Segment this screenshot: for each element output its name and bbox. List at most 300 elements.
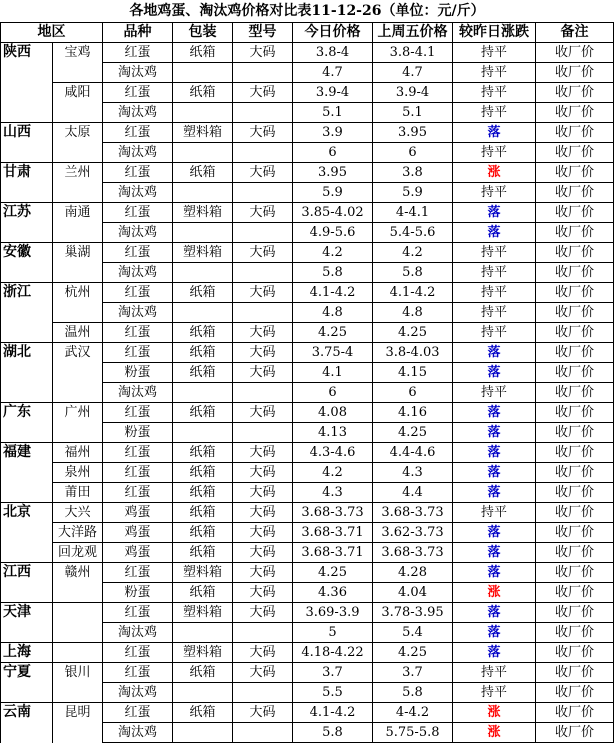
header-note: 备注 <box>536 23 614 43</box>
province-cell <box>1 383 53 403</box>
today-price-cell: 4.36 <box>293 583 373 603</box>
packaging-cell <box>173 183 233 203</box>
variety-cell: 淘汰鸡 <box>103 183 173 203</box>
size-cell: 大码 <box>233 83 293 103</box>
last-friday-price-cell: 3.68-3.73 <box>373 503 453 523</box>
province-cell <box>1 583 53 603</box>
note-cell: 收厂价 <box>536 403 614 423</box>
today-price-cell: 4.8 <box>293 303 373 323</box>
province-cell <box>1 423 53 443</box>
today-price-cell: 4.7 <box>293 63 373 83</box>
note-cell: 收厂价 <box>536 463 614 483</box>
today-price-cell: 3.85-4.02 <box>293 203 373 223</box>
last-friday-price-cell: 5.4 <box>373 623 453 643</box>
city-cell: 咸阳 <box>53 83 103 103</box>
packaging-cell: 纸箱 <box>173 663 233 683</box>
size-cell: 大码 <box>233 163 293 183</box>
today-price-cell: 4.08 <box>293 403 373 423</box>
packaging-cell: 纸箱 <box>173 83 233 103</box>
size-cell: 大码 <box>233 443 293 463</box>
last-friday-price-cell: 4.7 <box>373 63 453 83</box>
change-cell: 落 <box>453 603 536 623</box>
packaging-cell <box>173 263 233 283</box>
last-friday-price-cell: 3.78-3.95 <box>373 603 453 623</box>
table-row <box>1 643 614 663</box>
size-cell: 大码 <box>233 583 293 603</box>
packaging-cell: 塑料箱 <box>173 603 233 623</box>
table-row <box>1 123 614 143</box>
province-cell: 浙江 <box>1 283 53 303</box>
header-size: 型号 <box>233 23 293 43</box>
variety-cell: 红蛋 <box>103 283 173 303</box>
last-friday-price-cell: 4.1-4.2 <box>373 283 453 303</box>
change-cell: 落 <box>453 363 536 383</box>
province-cell <box>1 323 53 343</box>
province-cell: 天津 <box>1 603 53 623</box>
table-row <box>1 583 614 603</box>
packaging-cell: 纸箱 <box>173 703 233 723</box>
size-cell <box>233 183 293 203</box>
city-cell <box>53 143 103 163</box>
table-row <box>1 83 614 103</box>
change-cell: 涨 <box>453 723 536 743</box>
table-row <box>1 203 614 223</box>
note-cell: 收厂价 <box>536 123 614 143</box>
change-cell: 持平 <box>453 63 536 83</box>
city-cell <box>53 383 103 403</box>
note-cell: 收厂价 <box>536 183 614 203</box>
note-cell: 收厂价 <box>536 523 614 543</box>
province-cell <box>1 463 53 483</box>
note-cell: 收厂价 <box>536 363 614 383</box>
size-cell: 大码 <box>233 663 293 683</box>
city-cell <box>53 423 103 443</box>
city-cell: 武汉 <box>53 343 103 363</box>
note-cell: 收厂价 <box>536 343 614 363</box>
last-friday-price-cell: 4.04 <box>373 583 453 603</box>
today-price-cell: 3.75-4 <box>293 343 373 363</box>
variety-cell: 红蛋 <box>103 643 173 663</box>
size-cell: 大码 <box>233 543 293 563</box>
packaging-cell: 塑料箱 <box>173 203 233 223</box>
packaging-cell: 纸箱 <box>173 523 233 543</box>
table-row <box>1 423 614 443</box>
province-cell <box>1 363 53 383</box>
today-price-cell: 4.2 <box>293 243 373 263</box>
change-cell: 落 <box>453 423 536 443</box>
last-friday-price-cell: 4.16 <box>373 403 453 423</box>
table-row <box>1 143 614 163</box>
packaging-cell: 纸箱 <box>173 403 233 423</box>
province-cell <box>1 303 53 323</box>
city-cell <box>53 223 103 243</box>
variety-cell: 红蛋 <box>103 403 173 423</box>
table-row <box>1 63 614 83</box>
change-cell: 持平 <box>453 683 536 703</box>
variety-cell: 淘汰鸡 <box>103 303 173 323</box>
variety-cell: 红蛋 <box>103 343 173 363</box>
packaging-cell <box>173 383 233 403</box>
province-cell <box>1 103 53 123</box>
packaging-cell: 塑料箱 <box>173 643 233 663</box>
table-row <box>1 323 614 343</box>
variety-cell: 淘汰鸡 <box>103 143 173 163</box>
packaging-cell: 纸箱 <box>173 483 233 503</box>
variety-cell: 淘汰鸡 <box>103 623 173 643</box>
packaging-cell <box>173 143 233 163</box>
table-row <box>1 603 614 623</box>
table-row <box>1 163 614 183</box>
size-cell <box>233 683 293 703</box>
variety-cell: 鸡蛋 <box>103 503 173 523</box>
size-cell: 大码 <box>233 123 293 143</box>
note-cell: 收厂价 <box>536 83 614 103</box>
change-cell: 落 <box>453 443 536 463</box>
today-price-cell: 4.9-5.6 <box>293 223 373 243</box>
province-cell: 安徽 <box>1 243 53 263</box>
size-cell: 大码 <box>233 343 293 363</box>
today-price-cell: 5.1 <box>293 103 373 123</box>
note-cell: 收厂价 <box>536 543 614 563</box>
variety-cell: 红蛋 <box>103 123 173 143</box>
change-cell: 持平 <box>453 263 536 283</box>
table-row <box>1 343 614 363</box>
note-cell: 收厂价 <box>536 383 614 403</box>
today-price-cell: 3.95 <box>293 163 373 183</box>
table-row <box>1 263 614 283</box>
size-cell: 大码 <box>233 323 293 343</box>
table-row <box>1 303 614 323</box>
packaging-cell: 纸箱 <box>173 43 233 63</box>
size-cell: 大码 <box>233 503 293 523</box>
note-cell: 收厂价 <box>536 683 614 703</box>
note-cell: 收厂价 <box>536 103 614 123</box>
variety-cell: 淘汰鸡 <box>103 723 173 743</box>
today-price-cell: 4.25 <box>293 563 373 583</box>
table-row <box>1 283 614 303</box>
size-cell <box>233 223 293 243</box>
change-cell: 落 <box>453 623 536 643</box>
change-cell: 落 <box>453 343 536 363</box>
variety-cell: 红蛋 <box>103 603 173 623</box>
size-cell: 大码 <box>233 523 293 543</box>
packaging-cell <box>173 223 233 243</box>
size-cell <box>233 303 293 323</box>
province-cell: 云南 <box>1 703 53 723</box>
change-cell: 涨 <box>453 163 536 183</box>
city-cell: 兰州 <box>53 163 103 183</box>
province-cell: 福建 <box>1 443 53 463</box>
change-cell: 持平 <box>453 243 536 263</box>
note-cell: 收厂价 <box>536 723 614 743</box>
today-price-cell: 4.1-4.2 <box>293 283 373 303</box>
size-cell <box>233 383 293 403</box>
city-cell <box>53 183 103 203</box>
change-cell: 落 <box>453 483 536 503</box>
province-cell: 江苏 <box>1 203 53 223</box>
header-row <box>1 23 614 43</box>
last-friday-price-cell: 4.3 <box>373 463 453 483</box>
last-friday-price-cell: 3.95 <box>373 123 453 143</box>
size-cell: 大码 <box>233 203 293 223</box>
province-cell: 湖北 <box>1 343 53 363</box>
today-price-cell: 4.1-4.2 <box>293 703 373 723</box>
province-cell <box>1 723 53 743</box>
today-price-cell: 3.68-3.71 <box>293 543 373 563</box>
table-row <box>1 663 614 683</box>
table-body <box>1 43 614 743</box>
province-cell: 甘肃 <box>1 163 53 183</box>
change-cell: 持平 <box>453 43 536 63</box>
variety-cell: 粉蛋 <box>103 423 173 443</box>
last-friday-price-cell: 5.75-5.8 <box>373 723 453 743</box>
variety-cell: 红蛋 <box>103 463 173 483</box>
last-friday-price-cell: 3.68-3.73 <box>373 543 453 563</box>
packaging-cell: 纸箱 <box>173 343 233 363</box>
change-cell: 持平 <box>453 103 536 123</box>
last-friday-price-cell: 4.15 <box>373 363 453 383</box>
change-cell: 落 <box>453 463 536 483</box>
city-cell: 莆田 <box>53 483 103 503</box>
packaging-cell <box>173 303 233 323</box>
last-friday-price-cell: 6 <box>373 383 453 403</box>
change-cell: 持平 <box>453 183 536 203</box>
today-price-cell: 3.68-3.73 <box>293 503 373 523</box>
note-cell: 收厂价 <box>536 583 614 603</box>
packaging-cell: 纸箱 <box>173 283 233 303</box>
note-cell: 收厂价 <box>536 443 614 463</box>
table-row <box>1 503 614 523</box>
city-cell <box>53 603 103 623</box>
today-price-cell: 5.9 <box>293 183 373 203</box>
city-cell <box>53 683 103 703</box>
today-price-cell: 4.2 <box>293 463 373 483</box>
last-friday-price-cell: 5.1 <box>373 103 453 123</box>
city-cell: 昆明 <box>53 703 103 723</box>
table-row <box>1 563 614 583</box>
city-cell: 杭州 <box>53 283 103 303</box>
packaging-cell: 纸箱 <box>173 583 233 603</box>
variety-cell: 淘汰鸡 <box>103 103 173 123</box>
header-change: 较昨日涨跌 <box>453 23 536 43</box>
table-row <box>1 243 614 263</box>
city-cell: 泉州 <box>53 463 103 483</box>
size-cell <box>233 143 293 163</box>
table-row <box>1 183 614 203</box>
packaging-cell: 塑料箱 <box>173 243 233 263</box>
last-friday-price-cell: 4.4-4.6 <box>373 443 453 463</box>
province-cell <box>1 83 53 103</box>
note-cell: 收厂价 <box>536 643 614 663</box>
province-cell <box>1 63 53 83</box>
last-friday-price-cell: 4.28 <box>373 563 453 583</box>
change-cell: 持平 <box>453 383 536 403</box>
today-price-cell: 3.9 <box>293 123 373 143</box>
last-friday-price-cell: 3.8-4.1 <box>373 43 453 63</box>
note-cell: 收厂价 <box>536 663 614 683</box>
variety-cell: 红蛋 <box>103 703 173 723</box>
variety-cell: 鸡蛋 <box>103 543 173 563</box>
table-row <box>1 383 614 403</box>
note-cell: 收厂价 <box>536 143 614 163</box>
change-cell: 持平 <box>453 503 536 523</box>
change-cell: 持平 <box>453 83 536 103</box>
today-price-cell: 3.8-4 <box>293 43 373 63</box>
size-cell: 大码 <box>233 363 293 383</box>
city-cell <box>53 643 103 663</box>
last-friday-price-cell: 5.8 <box>373 683 453 703</box>
size-cell <box>233 103 293 123</box>
header-today-price: 今日价格 <box>293 23 373 43</box>
packaging-cell <box>173 63 233 83</box>
city-cell: 银川 <box>53 663 103 683</box>
table-row <box>1 463 614 483</box>
city-cell: 巢湖 <box>53 243 103 263</box>
last-friday-price-cell: 4-4.2 <box>373 703 453 723</box>
today-price-cell: 5.8 <box>293 723 373 743</box>
note-cell: 收厂价 <box>536 503 614 523</box>
today-price-cell: 3.68-3.71 <box>293 523 373 543</box>
note-cell: 收厂价 <box>536 263 614 283</box>
city-cell: 宝鸡 <box>53 43 103 63</box>
province-cell <box>1 523 53 543</box>
size-cell: 大码 <box>233 643 293 663</box>
today-price-cell: 4.13 <box>293 423 373 443</box>
city-cell <box>53 103 103 123</box>
variety-cell: 红蛋 <box>103 323 173 343</box>
size-cell <box>233 263 293 283</box>
size-cell <box>233 623 293 643</box>
today-price-cell: 6 <box>293 143 373 163</box>
size-cell: 大码 <box>233 703 293 723</box>
province-cell: 广东 <box>1 403 53 423</box>
change-cell: 持平 <box>453 283 536 303</box>
size-cell: 大码 <box>233 563 293 583</box>
note-cell: 收厂价 <box>536 163 614 183</box>
city-cell: 温州 <box>53 323 103 343</box>
city-cell: 南通 <box>53 203 103 223</box>
change-cell: 落 <box>453 223 536 243</box>
today-price-cell: 6 <box>293 383 373 403</box>
province-cell: 山西 <box>1 123 53 143</box>
table-row <box>1 403 614 423</box>
last-friday-price-cell: 5.9 <box>373 183 453 203</box>
change-cell: 持平 <box>453 323 536 343</box>
packaging-cell: 塑料箱 <box>173 123 233 143</box>
city-cell: 大兴 <box>53 503 103 523</box>
header-variety: 品种 <box>103 23 173 43</box>
size-cell <box>233 63 293 83</box>
note-cell: 收厂价 <box>536 283 614 303</box>
variety-cell: 红蛋 <box>103 43 173 63</box>
last-friday-price-cell: 6 <box>373 143 453 163</box>
province-cell: 上海 <box>1 643 53 663</box>
change-cell: 涨 <box>453 703 536 723</box>
variety-cell: 淘汰鸡 <box>103 263 173 283</box>
size-cell: 大码 <box>233 483 293 503</box>
city-cell <box>53 723 103 743</box>
variety-cell: 红蛋 <box>103 563 173 583</box>
change-cell: 落 <box>453 203 536 223</box>
note-cell: 收厂价 <box>536 483 614 503</box>
size-cell: 大码 <box>233 403 293 423</box>
province-cell: 陕西 <box>1 43 53 63</box>
packaging-cell: 纸箱 <box>173 543 233 563</box>
table-row <box>1 683 614 703</box>
header-packaging: 包装 <box>173 23 233 43</box>
size-cell <box>233 723 293 743</box>
province-cell <box>1 183 53 203</box>
city-cell: 福州 <box>53 443 103 463</box>
note-cell: 收厂价 <box>536 243 614 263</box>
note-cell: 收厂价 <box>536 203 614 223</box>
today-price-cell: 4.1 <box>293 363 373 383</box>
variety-cell: 淘汰鸡 <box>103 383 173 403</box>
note-cell: 收厂价 <box>536 43 614 63</box>
change-cell: 落 <box>453 643 536 663</box>
last-friday-price-cell: 4.2 <box>373 243 453 263</box>
city-cell: 回龙观 <box>53 543 103 563</box>
change-cell: 涨 <box>453 583 536 603</box>
province-cell <box>1 223 53 243</box>
table-row <box>1 543 614 563</box>
city-cell <box>53 63 103 83</box>
table-row <box>1 43 614 63</box>
province-cell: 宁夏 <box>1 663 53 683</box>
packaging-cell: 纸箱 <box>173 443 233 463</box>
size-cell: 大码 <box>233 283 293 303</box>
today-price-cell: 3.7 <box>293 663 373 683</box>
today-price-cell: 4.25 <box>293 323 373 343</box>
note-cell: 收厂价 <box>536 63 614 83</box>
city-cell: 太原 <box>53 123 103 143</box>
city-cell <box>53 263 103 283</box>
last-friday-price-cell: 3.8-4.03 <box>373 343 453 363</box>
change-cell: 落 <box>453 563 536 583</box>
change-cell: 持平 <box>453 663 536 683</box>
packaging-cell <box>173 723 233 743</box>
last-friday-price-cell: 4.4 <box>373 483 453 503</box>
last-friday-price-cell: 4-4.1 <box>373 203 453 223</box>
change-cell: 持平 <box>453 143 536 163</box>
table-row <box>1 723 614 743</box>
change-cell: 落 <box>453 123 536 143</box>
price-table <box>0 22 614 743</box>
change-cell: 落 <box>453 523 536 543</box>
today-price-cell: 3.9-4 <box>293 83 373 103</box>
table-row <box>1 103 614 123</box>
last-friday-price-cell: 4.25 <box>373 643 453 663</box>
table-row <box>1 223 614 243</box>
last-friday-price-cell: 4.25 <box>373 323 453 343</box>
city-cell <box>53 303 103 323</box>
last-friday-price-cell: 3.8 <box>373 163 453 183</box>
table-row <box>1 523 614 543</box>
today-price-cell: 5 <box>293 623 373 643</box>
today-price-cell: 4.3-4.6 <box>293 443 373 463</box>
packaging-cell <box>173 623 233 643</box>
city-cell: 广州 <box>53 403 103 423</box>
variety-cell: 粉蛋 <box>103 363 173 383</box>
variety-cell: 淘汰鸡 <box>103 63 173 83</box>
province-cell: 北京 <box>1 503 53 523</box>
table-row <box>1 443 614 463</box>
header-region: 地区 <box>1 23 103 43</box>
city-cell: 大洋路 <box>53 523 103 543</box>
last-friday-price-cell: 3.9-4 <box>373 83 453 103</box>
province-cell <box>1 623 53 643</box>
variety-cell: 红蛋 <box>103 483 173 503</box>
